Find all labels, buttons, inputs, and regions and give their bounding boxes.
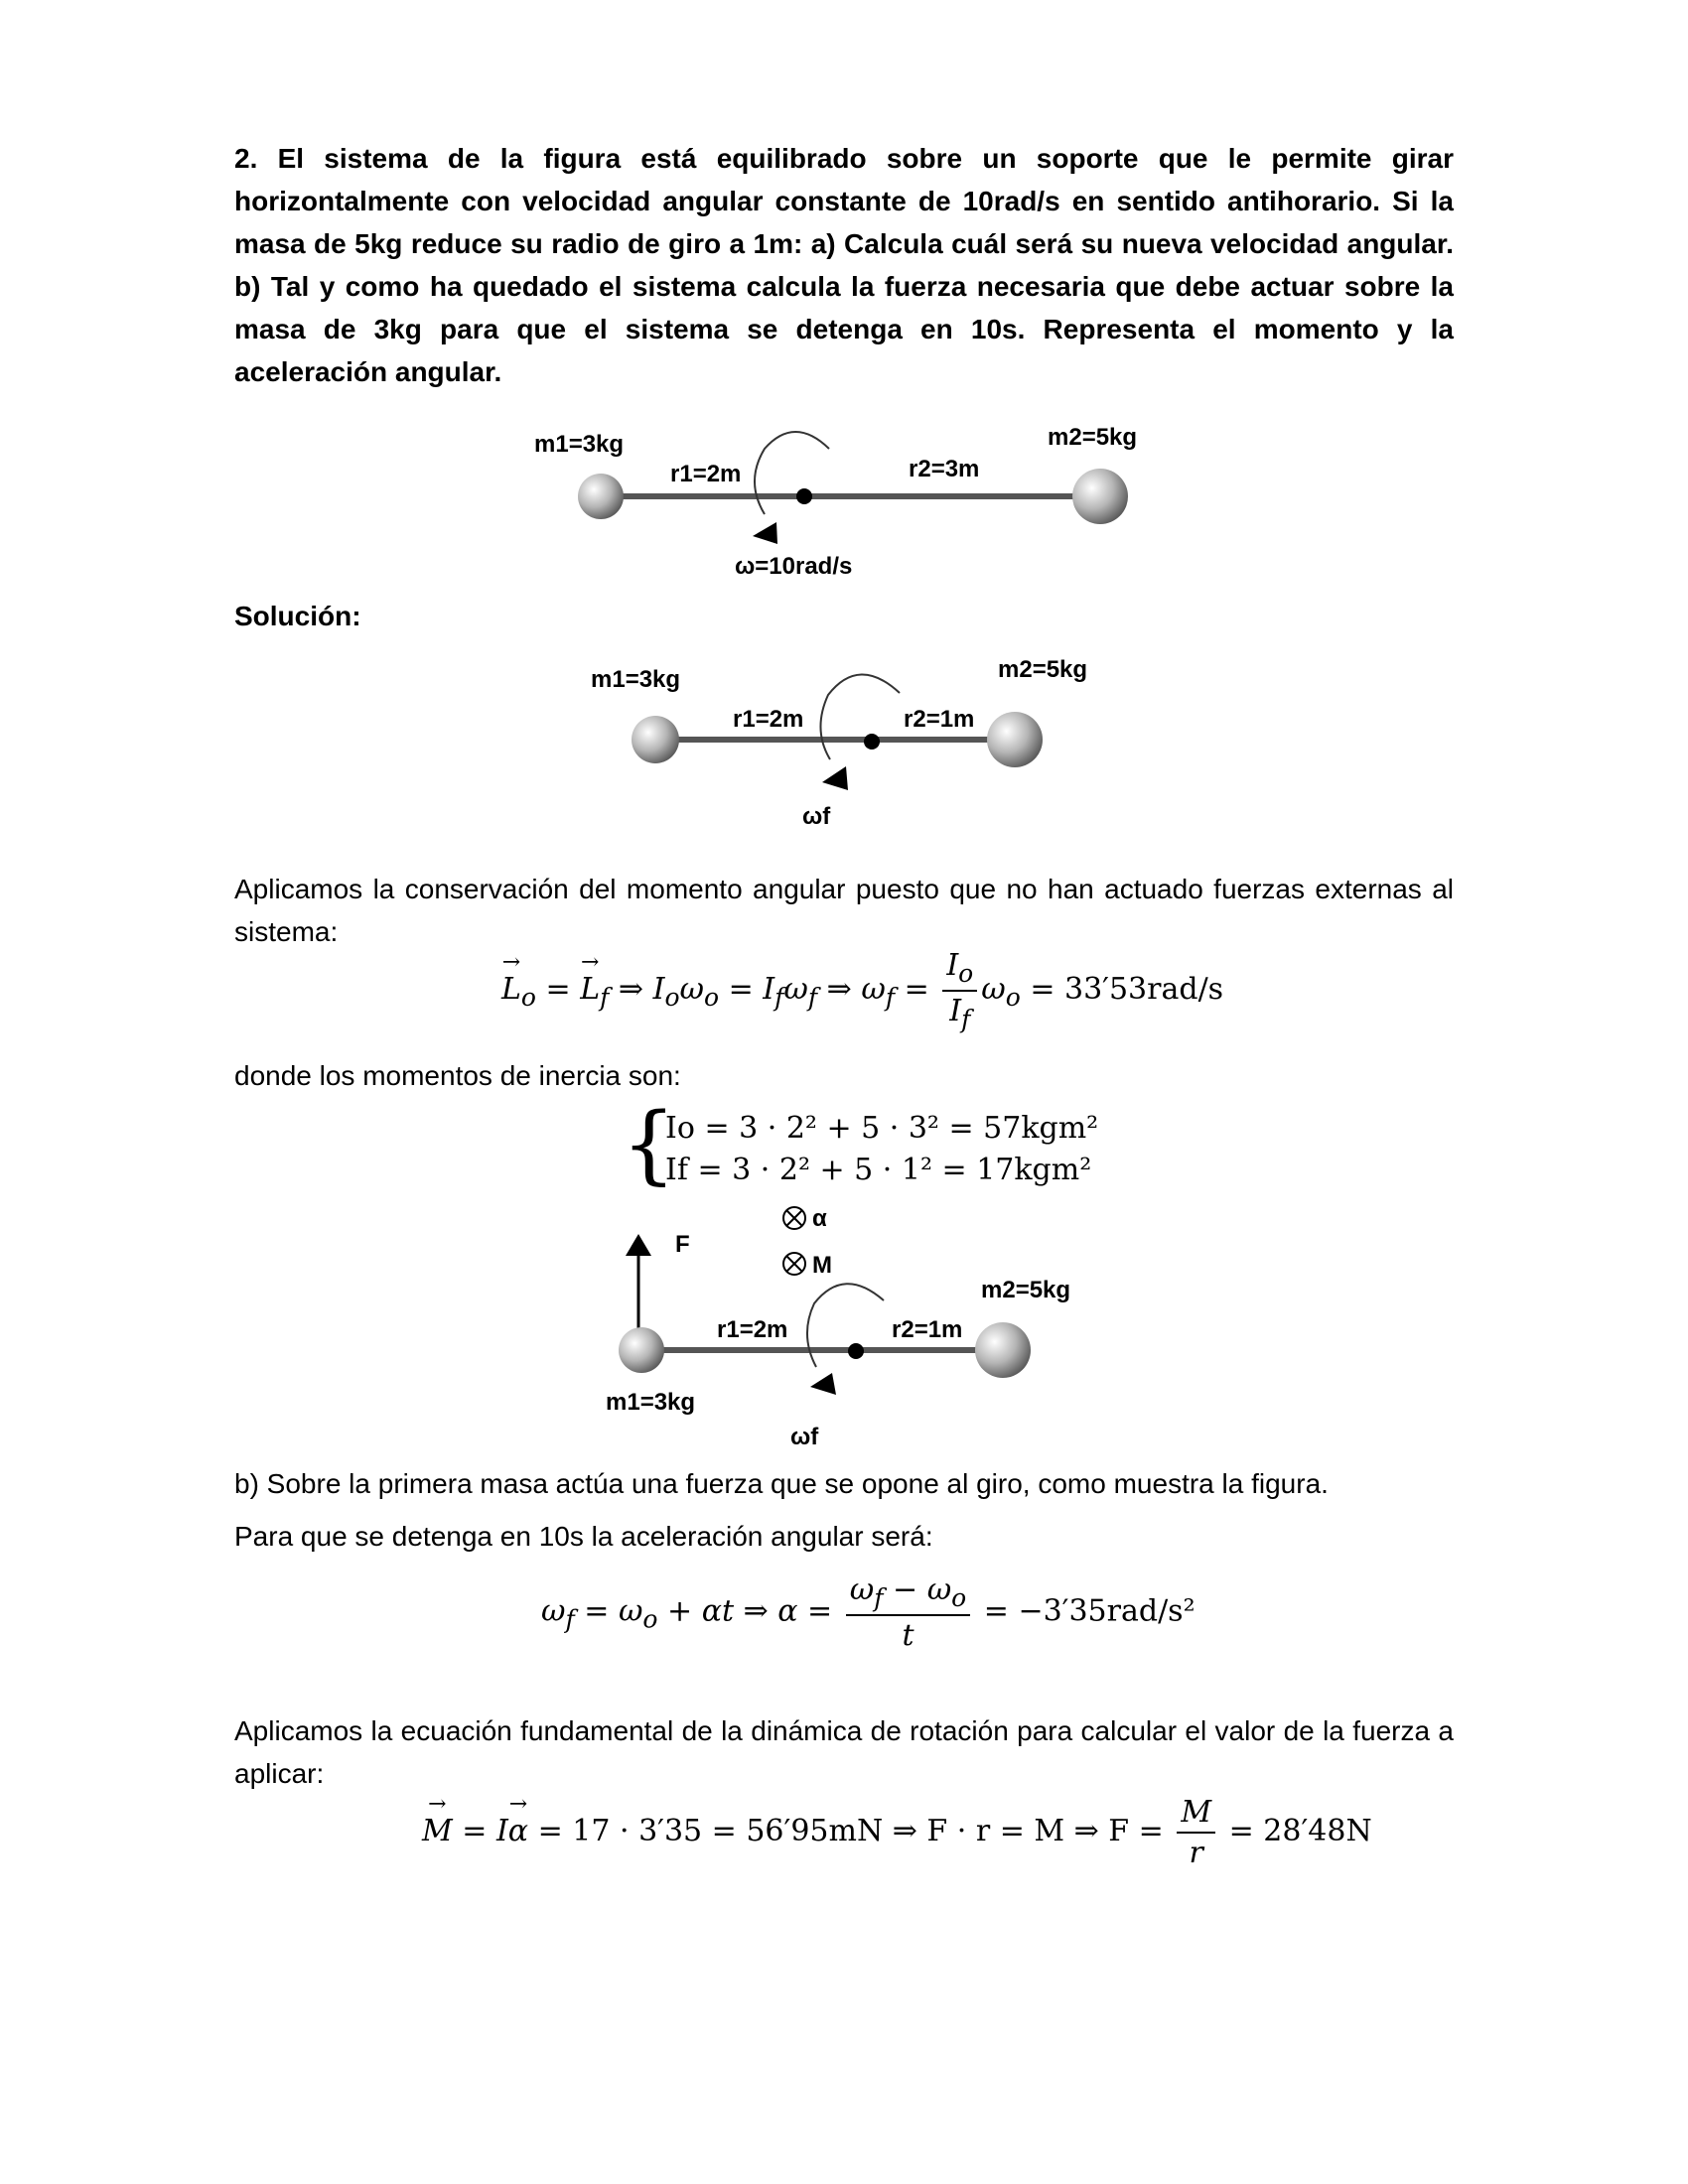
rotation-arrowhead <box>753 522 777 544</box>
label-omega: ωf <box>790 1424 819 1450</box>
mass-m1 <box>619 1327 664 1373</box>
mass-m2 <box>1072 469 1128 524</box>
equation-result: = 28′48N <box>1228 1814 1372 1848</box>
label-force: F <box>675 1231 690 1258</box>
rotation-arrow <box>820 674 900 759</box>
problem-text: 2. El sistema de la figura está equilibrado sobre un soporte que le permite girar horizontalmente con velocidad angular constante de 10rad/s en sentido antihorario. Si la masa de 5kg reduce su radio de giro a 1m: a) Calcula cuál será su nueva velocidad angular. b) Tal y como ha quedado el sistema calcula la fuerza necesaria que debe actuar sobre la masa de 3kg para que el sistema se detenga en 10s. Representa el momento y la aceleración angular. <box>234 143 1454 387</box>
force-arrowhead <box>626 1234 651 1256</box>
label-r1: r1=2m <box>717 1316 788 1343</box>
equation-middle: = 17 · 3′35 = 56′95mN ⇒ F · r = M ⇒ F = <box>537 1814 1164 1848</box>
label-m1: m1=3kg <box>606 1389 696 1416</box>
figure-final-system <box>556 635 1112 844</box>
paragraph-conservation: Aplicamos la conservación del momento angular puesto que no han actuado fuerzas externas al sistema: <box>234 874 1454 947</box>
label-omega: ω=10rad/s <box>735 553 853 580</box>
label-m2: m2=5kg <box>1048 424 1138 451</box>
pivot <box>796 488 812 504</box>
paragraph-dynamics: Aplicamos la ecuación fundamental de la dinámica de rotación para calcular el valor de la fuerza a aplicar: <box>234 1715 1454 1789</box>
mass-m1 <box>578 474 624 519</box>
label-r1: r1=2m <box>733 706 804 733</box>
inertia-final: If = 3 · 2² + 5 · 1² = 17kgm² <box>665 1153 1092 1187</box>
label-r1: r1=2m <box>670 461 742 487</box>
equation-result: = −3′35rad/s² <box>983 1593 1196 1629</box>
equation-inertia-system: { Io = 3 · 2² + 5 · 3² = 57kgm² If = 3 · 2² + 5 · 1² = 17kgm² <box>622 1095 1099 1194</box>
label-m1: m1=3kg <box>591 666 681 693</box>
rotation-arrowhead <box>810 1373 836 1395</box>
solution-label: Solución: <box>234 601 361 631</box>
label-r2: r2=1m <box>892 1316 963 1343</box>
equation-angular-acceleration: $\omega_f = \omega_o + \alpha t$ ⇒ α = $\frac{\omega_f - \omega_o}{t}$ = −3′35rad/s² <box>541 1572 1196 1653</box>
label-moment: M <box>812 1252 832 1279</box>
inertia-initial: Io = 3 · 2² + 5 · 3² = 57kgm² <box>665 1111 1099 1146</box>
mass-m2 <box>987 712 1043 767</box>
paragraph-inertia: donde los momentos de inercia son: <box>234 1060 681 1091</box>
paragraph-stop: Para que se detenga en 10s la aceleración angular será: <box>234 1521 933 1552</box>
label-r2: r2=3m <box>909 456 980 482</box>
rotation-arrow <box>807 1284 884 1367</box>
rotation-arrowhead <box>822 766 848 790</box>
label-alpha: α <box>812 1205 827 1232</box>
problem-statement <box>234 137 1454 393</box>
rotation-arrow <box>755 432 829 514</box>
label-m2: m2=5kg <box>998 656 1088 683</box>
mass-m1 <box>632 716 679 763</box>
label-m1: m1=3kg <box>534 431 625 458</box>
paragraph-part-b: b) Sobre la primera masa actúa una fuerza que se opone al giro, como muestra la figura. <box>234 1468 1329 1499</box>
label-omega: ωf <box>802 803 831 830</box>
label-m2: m2=5kg <box>981 1277 1071 1303</box>
equation-force: → M = I→ α = 17 · 3′35 = 56′95mN ⇒ F · r = M ⇒ F = $\frac{M}{r}$ = 28′48N <box>422 1795 1372 1870</box>
figure-initial-system <box>496 397 1211 596</box>
figure-forces <box>556 1196 1112 1464</box>
pivot <box>848 1343 864 1359</box>
label-r2: r2=1m <box>904 706 975 733</box>
equation-result: = 33′53rad/s <box>1030 972 1224 1007</box>
mass-m2 <box>975 1322 1031 1378</box>
equation-angular-momentum: → $L_o$ = → $L_f$ ⇒ $I_o\omega_o = I_f\omega_f$ ⇒ $\omega_f$ = $\frac{I_o}{I_f}$ $\omega_o = 33'53rad/s$ <box>501 948 1223 1033</box>
pivot <box>864 734 880 750</box>
